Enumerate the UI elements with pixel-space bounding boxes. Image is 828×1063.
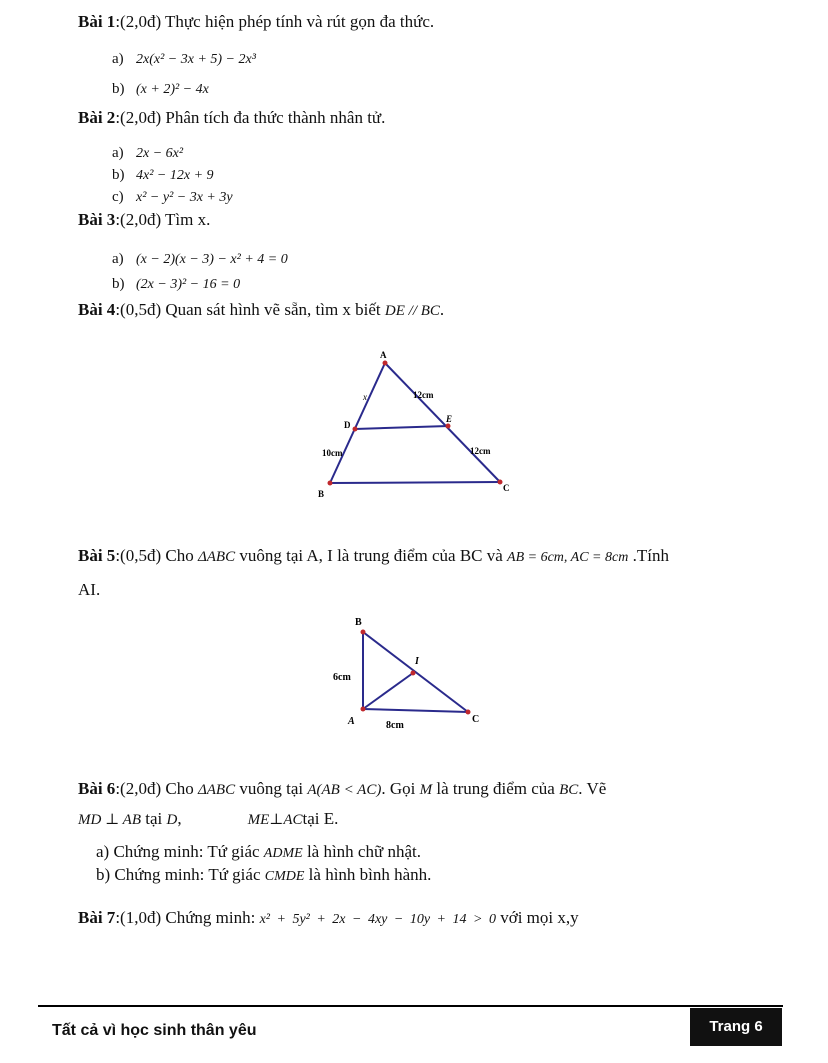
bai5-title: Bài 5 xyxy=(78,546,116,565)
bai6-math5: MD ⊥ AB xyxy=(78,812,141,828)
bai6-math3: M xyxy=(419,782,433,798)
label-c: C xyxy=(472,714,480,725)
bai6-text4: là trung điểm của xyxy=(432,779,560,798)
label-a: A xyxy=(380,350,387,360)
bai6-b-tail: là hình bình hành. xyxy=(304,865,432,884)
point-a xyxy=(383,361,388,366)
bai6-a xyxy=(96,842,421,864)
bai3-a xyxy=(112,250,288,269)
bai4-tail: . xyxy=(439,300,445,319)
bai1-b-label: b) xyxy=(112,81,125,97)
bai6-math2: A(AB < AC) xyxy=(307,782,382,798)
bai7-expr: x² + 5y² + 2x − 4xy − 10y + 14 > 0 xyxy=(259,912,496,927)
bai4-instruction: :(0,5đ) Quan sát hình vẽ sẵn, tìm x biết xyxy=(115,300,385,319)
point-i xyxy=(411,671,416,676)
bai6-math4: BC xyxy=(559,782,579,798)
bai7-instruction: :(1,0đ) Chứng minh: xyxy=(115,908,260,927)
bai3-heading xyxy=(78,210,210,230)
label-db: 10cm xyxy=(322,448,343,458)
bai6-text5: . Vẽ xyxy=(578,779,607,798)
bai1-a xyxy=(112,50,256,69)
bai3-b-label: b) xyxy=(112,276,125,292)
bai2-c xyxy=(112,188,233,207)
page-number: Trang 6 xyxy=(690,1008,782,1046)
bai4-title: Bài 4 xyxy=(78,300,116,319)
bai7-heading xyxy=(78,908,579,930)
bai2-a-expr: 2x − 6x² xyxy=(136,146,184,161)
label-b: B xyxy=(318,489,325,499)
point-b xyxy=(361,630,366,635)
bai6-a-math: ADME xyxy=(263,846,303,861)
bai5-heading xyxy=(78,546,669,568)
bai7-tail: với mọi x,y xyxy=(495,908,579,927)
edge-de xyxy=(355,426,448,429)
bai6-text3: . Gọi xyxy=(381,779,420,798)
label-ab: 6cm xyxy=(333,672,351,683)
bai1-title: Bài 1 xyxy=(78,12,116,31)
bai5-text3: .Tính xyxy=(628,546,669,565)
bai6-b xyxy=(96,865,431,887)
bai6-text8: tại E. xyxy=(302,809,339,828)
bai6-title: Bài 6 xyxy=(78,779,116,798)
bai2-heading xyxy=(78,108,385,128)
bai2-b-label: b) xyxy=(112,167,125,183)
footer-rule xyxy=(38,1005,783,1007)
bai6-math1: ΔABC xyxy=(197,782,236,798)
bai3-b xyxy=(112,275,240,294)
point-d xyxy=(353,427,358,432)
footer-slogan: Tất cả vì học sinh thân yêu xyxy=(52,1022,257,1039)
bai6-math6: D xyxy=(166,812,178,828)
bai6-b-math: CMDE xyxy=(264,869,305,884)
edge-ai xyxy=(363,673,413,709)
bai5-figure xyxy=(328,612,498,737)
bai1-heading xyxy=(78,12,434,32)
bai6-text7: , xyxy=(177,809,182,828)
bai5-line2: AI. xyxy=(78,580,101,599)
bai1-instruction: :(2,0đ) Thực hiện phép tính và rút gọn đa thức. xyxy=(115,12,435,31)
label-ac: 8cm xyxy=(386,720,404,731)
bai2-title: Bài 2 xyxy=(78,108,116,127)
bai5-text1: :(0,5đ) Cho xyxy=(115,546,198,565)
point-e xyxy=(446,424,451,429)
bai4-math: DE // BC xyxy=(384,303,440,319)
bai6-text6: tại xyxy=(141,809,167,828)
bai1-a-label: a) xyxy=(112,51,124,67)
bai5-triangle: ΔABC xyxy=(197,549,236,565)
bai7-title: Bài 7 xyxy=(78,908,116,927)
bai3-a-expr: (x − 2)(x − 3) − x² + 4 = 0 xyxy=(136,252,288,267)
bai3-b-expr: (2x − 3)² − 16 = 0 xyxy=(136,277,241,292)
bai2-b xyxy=(112,166,214,185)
label-ae: 12cm xyxy=(413,390,434,400)
bai6-a-text: a) Chứng minh: Tứ giác xyxy=(96,842,264,861)
bai5-condition: AB = 6cm, AC = 8cm xyxy=(507,550,629,565)
bai3-title: Bài 3 xyxy=(78,210,116,229)
label-e: E xyxy=(446,414,453,424)
bai6-text1: :(2,0đ) Cho xyxy=(115,779,198,798)
point-b xyxy=(328,481,333,486)
bai1-a-expr: 2x(x² − 3x + 5) − 2x³ xyxy=(136,52,256,67)
bai6-b-text: b) Chứng minh: Tứ giác xyxy=(96,865,265,884)
edge-bc xyxy=(330,482,500,483)
bai4-figure xyxy=(300,345,530,515)
bai2-a xyxy=(112,144,183,163)
point-a xyxy=(361,707,366,712)
point-c xyxy=(498,480,503,485)
edge-bc xyxy=(363,632,468,712)
label-b: B xyxy=(355,617,362,628)
bai1-b-expr: (x + 2)² − 4x xyxy=(136,82,209,97)
bai6-heading xyxy=(78,779,606,800)
bai3-instruction: :(2,0đ) Tìm x. xyxy=(115,210,211,229)
bai5-text2: vuông tại A, I là trung điểm của BC và xyxy=(235,546,508,565)
label-c: C xyxy=(503,483,510,493)
label-d: D xyxy=(344,420,351,430)
bai2-instruction: :(2,0đ) Phân tích đa thức thành nhân tử. xyxy=(115,108,386,127)
edge-ab xyxy=(330,363,385,483)
bai2-a-label: a) xyxy=(112,145,124,161)
bai2-c-label: c) xyxy=(112,189,124,205)
bai2-b-expr: 4x² − 12x + 9 xyxy=(136,168,214,183)
bai6-math7: ME⊥AC xyxy=(247,812,303,828)
point-c xyxy=(466,710,471,715)
bai1-b xyxy=(112,80,209,99)
bai3-a-label: a) xyxy=(112,251,124,267)
label-a: A xyxy=(348,716,355,727)
edge-ac xyxy=(363,709,468,712)
bai2-c-expr: x² − y² − 3x + 3y xyxy=(136,190,233,205)
bai6-a-tail: là hình chữ nhật. xyxy=(302,842,421,861)
label-i: I xyxy=(415,656,419,667)
bai6-line2 xyxy=(78,809,338,830)
bai4-heading xyxy=(78,300,444,321)
bai6-text2: vuông tại xyxy=(235,779,308,798)
label-x: x xyxy=(363,392,367,402)
label-ec: 12cm xyxy=(470,446,491,456)
edge-ac xyxy=(385,363,500,482)
